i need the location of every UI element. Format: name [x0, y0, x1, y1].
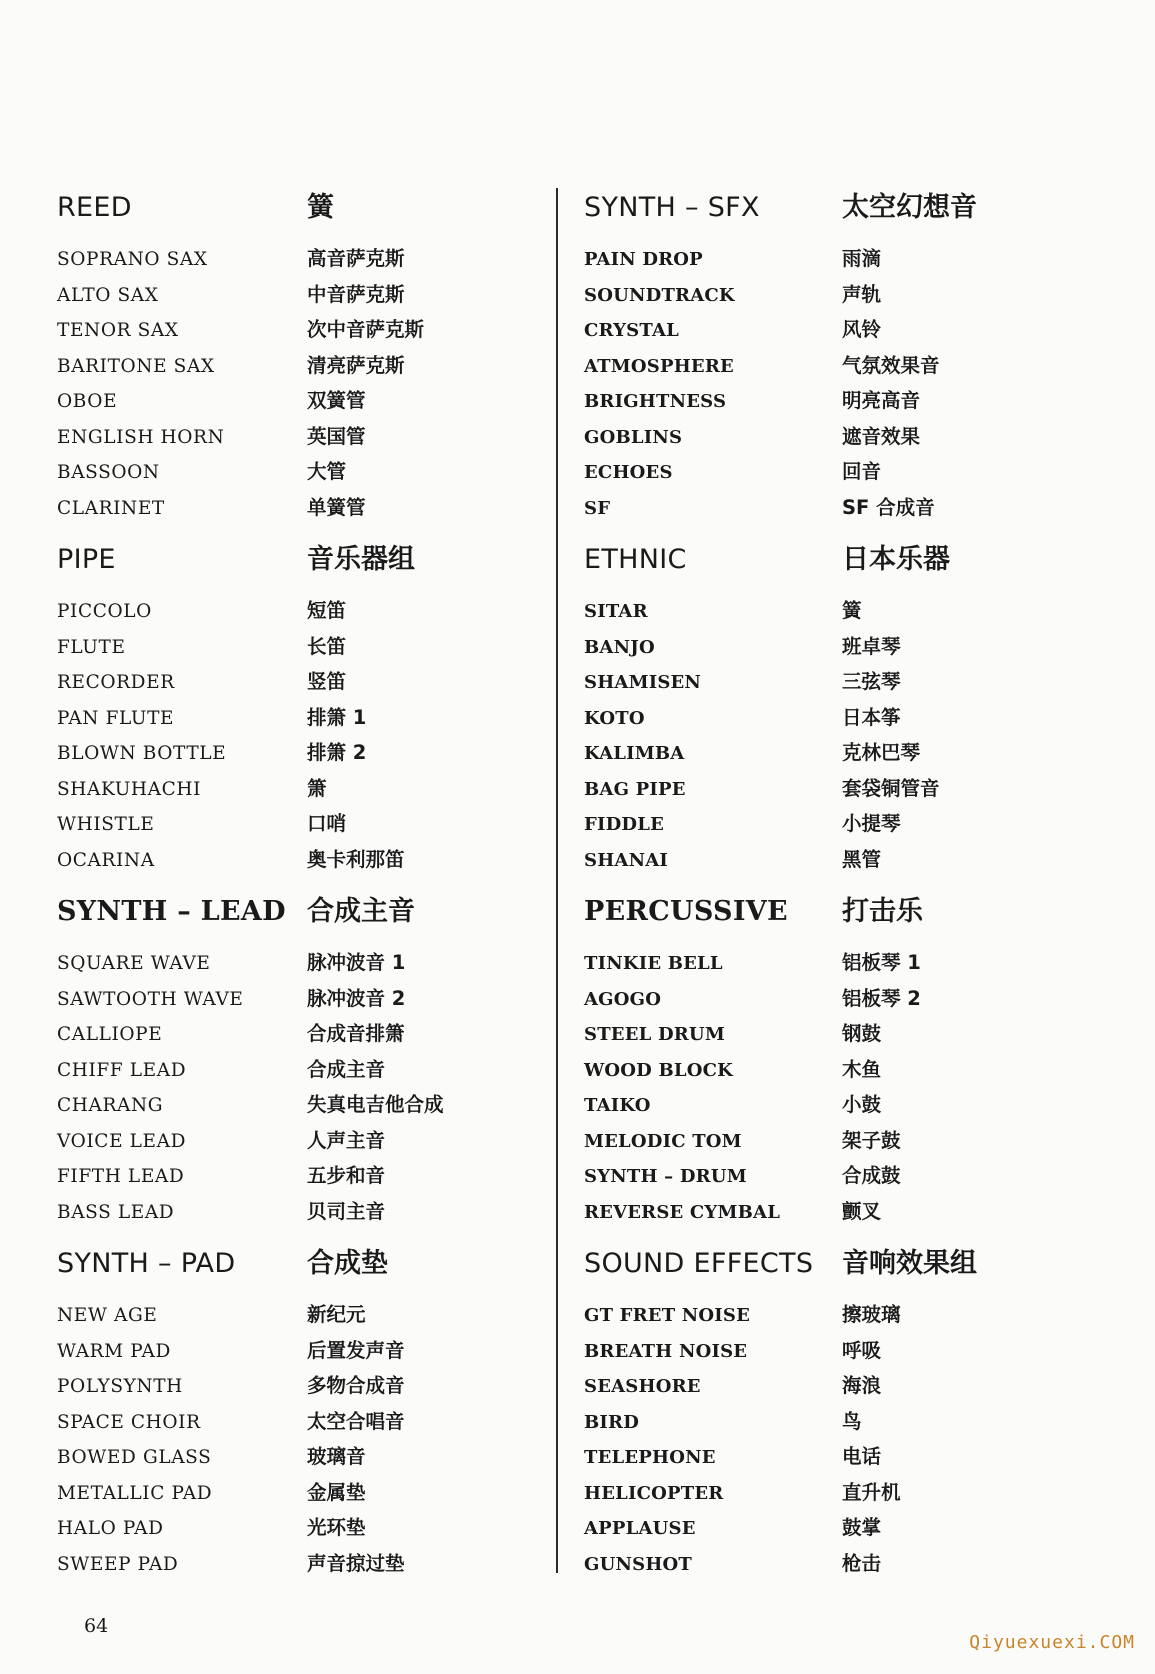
section-title-en: REED [57, 192, 132, 223]
instrument-name-en: BREATH NOISE [584, 1340, 748, 1362]
section-title-zh: 音乐器组 [307, 544, 415, 575]
section-percussive [584, 889, 1104, 1241]
list-item [584, 243, 1104, 279]
list-item [584, 421, 1104, 457]
instrument-name-zh: 光环垫 [307, 1516, 366, 1539]
instrument-name-en: TAIKO [584, 1095, 651, 1116]
instrument-name-en: OCARINA [57, 849, 155, 871]
instrument-name-en: STEEL DRUM [584, 1024, 725, 1045]
list-item [57, 1512, 557, 1548]
instrument-name-zh: 三弦琴 [842, 670, 901, 693]
instrument-name-zh: SF 合成音 [842, 495, 935, 519]
instrument-name-en: BIRD [584, 1411, 640, 1433]
instrument-name-en: BAG PIPE [584, 778, 686, 800]
list-item [584, 1548, 1104, 1584]
instrument-name-en: REVERSE CYMBAL [584, 1201, 781, 1223]
instrument-name-zh: 金属垫 [307, 1480, 366, 1504]
list-item [57, 492, 557, 528]
left-column [57, 185, 557, 1593]
instrument-name-zh: 人声主音 [307, 1128, 386, 1152]
list-item [584, 1054, 1104, 1090]
page-number: 64 [84, 1615, 109, 1637]
watermark-text: Qiyuexuexi.COM [969, 1632, 1135, 1653]
instrument-name-en: SQUARE WAVE [57, 953, 211, 974]
instrument-name-zh: 直升机 [842, 1480, 901, 1504]
instrument-name-zh: 明亮高音 [842, 389, 921, 412]
list-item [584, 350, 1104, 386]
list-item [57, 1089, 557, 1125]
instrument-name-zh: 中音萨克斯 [307, 282, 405, 306]
instrument-name-zh: 口哨 [307, 812, 347, 835]
instrument-name-en: SHAMISEN [584, 672, 702, 693]
instrument-name-zh: 新纪元 [307, 1303, 366, 1326]
list-item [584, 1406, 1104, 1442]
instrument-name-en: SWEEP PAD [57, 1553, 179, 1575]
instrument-name-zh: 气氛效果音 [842, 353, 940, 377]
instrument-name-zh: 擦玻璃 [842, 1303, 901, 1326]
section-title-en: SOUND EFFECTS [584, 1248, 814, 1279]
instrument-name-zh: 声轨 [842, 282, 882, 306]
instrument-name-zh: 簧 [842, 599, 862, 622]
list-item [57, 773, 557, 809]
list-item [57, 947, 557, 983]
instrument-name-en: BRIGHTNESS [584, 391, 727, 412]
instrument-name-zh: 排箫 1 [307, 705, 367, 729]
instrument-name-zh: 枪击 [842, 1551, 882, 1575]
instrument-name-zh: 风铃 [842, 318, 882, 341]
instrument-name-en: VOICE LEAD [57, 1130, 187, 1152]
list-item [584, 702, 1104, 738]
section-title-zh: 音响效果组 [842, 1248, 977, 1279]
section-reed [57, 185, 557, 537]
list-item [57, 1406, 557, 1442]
instrument-name-en: SITAR [584, 601, 648, 622]
instrument-name-zh: 双簧管 [307, 389, 366, 412]
list-item [584, 1441, 1104, 1477]
column-divider [556, 188, 558, 1573]
instrument-name-en: WHISTLE [57, 814, 155, 835]
list-item [584, 314, 1104, 350]
instrument-name-zh: 竖笛 [307, 670, 347, 693]
instrument-name-en: SF [584, 497, 611, 519]
list-item [584, 844, 1104, 880]
instrument-name-zh: 清亮萨克斯 [307, 353, 405, 377]
list-item [584, 385, 1104, 421]
list-item [57, 1370, 557, 1406]
instrument-name-en: SEASHORE [584, 1376, 701, 1397]
instrument-name-zh: 高音萨克斯 [307, 247, 405, 270]
list-item [57, 350, 557, 386]
instrument-name-zh: 木鱼 [842, 1057, 882, 1081]
section-synth-pad [57, 1241, 557, 1593]
section-title-zh: 太空幻想音 [842, 192, 977, 223]
list-item [584, 1018, 1104, 1054]
list-item [584, 1477, 1104, 1513]
instrument-name-zh: 脉冲波音 2 [307, 986, 406, 1010]
instrument-name-en: SHANAI [584, 849, 669, 871]
section-title-en: SYNTH – PAD [57, 1248, 236, 1279]
list-item [57, 385, 557, 421]
instrument-name-zh: 短笛 [307, 599, 347, 622]
instrument-name-zh: 电话 [842, 1445, 882, 1468]
list-item [57, 421, 557, 457]
section-pipe [57, 537, 557, 889]
instrument-name-zh: 玻璃音 [307, 1445, 366, 1468]
instrument-name-en: GOBLINS [584, 426, 683, 448]
instrument-name-zh: 合成音排箫 [307, 1022, 405, 1045]
instrument-name-en: SAWTOOTH WAVE [57, 988, 244, 1010]
list-item [57, 1548, 557, 1584]
list-item [584, 1335, 1104, 1371]
list-item [584, 983, 1104, 1019]
list-item [584, 737, 1104, 773]
instrument-name-zh: 钢鼓 [842, 1022, 882, 1045]
instrument-name-en: PAIN DROP [584, 249, 703, 270]
instrument-name-en: CALLIOPE [57, 1024, 163, 1045]
instrument-name-en: OBOE [57, 391, 118, 412]
instrument-name-zh: 太空合唱音 [307, 1409, 405, 1433]
instrument-name-en: METALLIC PAD [57, 1482, 213, 1504]
list-item [584, 279, 1104, 315]
instrument-name-zh: 铝板琴 2 [842, 986, 921, 1010]
section-header [584, 889, 1104, 947]
list-item [57, 1196, 557, 1232]
instrument-name-zh: 长笛 [307, 634, 347, 658]
instrument-name-zh: 海浪 [842, 1374, 882, 1397]
instrument-name-zh: 多物合成音 [307, 1374, 405, 1397]
section-synth-sfx [584, 185, 1104, 537]
section-header [57, 185, 557, 243]
list-item [57, 737, 557, 773]
section-title-zh: 打击乐 [842, 896, 923, 927]
list-item [584, 1299, 1104, 1335]
section-header [584, 537, 1104, 595]
instrument-name-zh: 日本筝 [842, 705, 901, 729]
instrument-name-en: KOTO [584, 707, 645, 729]
list-item [584, 1160, 1104, 1196]
list-item [584, 1125, 1104, 1161]
instrument-name-en: PICCOLO [57, 601, 152, 622]
section-title-en: SYNTH – SFX [584, 192, 760, 223]
instrument-name-zh: 五步和音 [307, 1164, 386, 1187]
list-item [584, 1089, 1104, 1125]
instrument-name-en: TELEPHONE [584, 1447, 716, 1468]
instrument-name-zh: 架子鼓 [842, 1128, 901, 1152]
list-item [57, 983, 557, 1019]
section-sound-effects [584, 1241, 1104, 1593]
instrument-name-zh: 合成主音 [307, 1057, 386, 1081]
instrument-name-zh: 英国管 [307, 424, 366, 448]
list-item [57, 808, 557, 844]
instrument-name-en: GUNSHOT [584, 1553, 693, 1575]
right-column [584, 185, 1104, 1593]
instrument-name-zh: 箫 [307, 776, 327, 800]
section-title-zh: 合成垫 [307, 1248, 388, 1279]
section-title-en: PIPE [57, 544, 116, 575]
instrument-name-en: FLUTE [57, 636, 126, 658]
instrument-name-en: TINKIE BELL [584, 953, 723, 974]
list-item [57, 279, 557, 315]
instrument-name-zh: 套袋铜管音 [842, 776, 940, 800]
instrument-name-en: SHAKUHACHI [57, 778, 202, 800]
instrument-name-zh: 大管 [307, 460, 347, 483]
list-item [57, 314, 557, 350]
instrument-name-zh: 回音 [842, 460, 882, 483]
section-title-en: SYNTH – LEAD [57, 896, 286, 927]
list-item [57, 1299, 557, 1335]
instrument-name-en: FIFTH LEAD [57, 1166, 185, 1187]
list-item [57, 595, 557, 631]
instrument-name-zh: 后置发声音 [307, 1338, 405, 1362]
instrument-name-en: ALTO SAX [57, 284, 159, 306]
section-title-zh: 日本乐器 [842, 544, 950, 575]
section-header [57, 889, 557, 947]
instrument-name-en: BLOWN BOTTLE [57, 743, 227, 764]
instrument-name-zh: 奥卡利那笛 [307, 847, 405, 871]
list-item [584, 1512, 1104, 1548]
instrument-name-zh: 克林巴琴 [842, 741, 921, 764]
instrument-name-zh: 小鼓 [842, 1093, 882, 1116]
section-header [57, 1241, 557, 1299]
instrument-name-zh: 单簧管 [307, 495, 366, 519]
list-item [584, 1196, 1104, 1232]
instrument-name-en: FIDDLE [584, 814, 664, 835]
instrument-name-en: APPLAUSE [584, 1518, 696, 1539]
instrument-name-en: KALIMBA [584, 743, 685, 764]
instrument-name-zh: 小提琴 [842, 812, 901, 835]
instrument-name-en: CHARANG [57, 1095, 164, 1116]
list-item [57, 243, 557, 279]
instrument-name-zh: 颤叉 [842, 1199, 882, 1223]
instrument-name-en: ATMOSPHERE [584, 355, 734, 377]
instrument-name-en: GT FRET NOISE [584, 1305, 751, 1326]
instrument-name-zh: 声音掠过垫 [307, 1551, 405, 1575]
list-item [57, 1160, 557, 1196]
instrument-name-en: BOWED GLASS [57, 1447, 212, 1468]
instrument-name-en: BANJO [584, 636, 655, 658]
list-item [57, 631, 557, 667]
instrument-name-en: NEW AGE [57, 1305, 158, 1326]
instrument-name-en: CLARINET [57, 497, 165, 519]
instrument-name-en: AGOGO [584, 988, 662, 1010]
instrument-name-zh: 失真电吉他合成 [307, 1093, 444, 1116]
instrument-name-zh: 呼吸 [842, 1338, 882, 1362]
list-item [57, 844, 557, 880]
instrument-name-en: TENOR SAX [57, 320, 179, 341]
instrument-name-en: WARM PAD [57, 1340, 171, 1362]
instrument-name-en: CRYSTAL [584, 320, 680, 341]
list-item [57, 666, 557, 702]
instrument-name-zh: 班卓琴 [842, 634, 901, 658]
list-item [584, 492, 1104, 528]
instrument-name-en: HELICOPTER [584, 1482, 724, 1504]
list-item [584, 808, 1104, 844]
section-title-en: PERCUSSIVE [584, 896, 788, 927]
instrument-name-zh: 鼓掌 [842, 1516, 882, 1539]
list-item [57, 1125, 557, 1161]
instrument-name-zh: 排箫 2 [307, 741, 367, 764]
instrument-name-zh: 雨滴 [842, 247, 882, 270]
list-item [584, 595, 1104, 631]
list-item [57, 1335, 557, 1371]
section-header [584, 185, 1104, 243]
instrument-name-en: SOUNDTRACK [584, 284, 735, 306]
instrument-name-en: RECORDER [57, 672, 175, 693]
instrument-name-zh: 黑管 [842, 847, 882, 871]
instrument-name-en: ENGLISH HORN [57, 426, 225, 448]
instrument-name-en: WOOD BLOCK [584, 1059, 733, 1081]
section-title-en: ETHNIC [584, 544, 687, 575]
section-header [584, 1241, 1104, 1299]
instrument-name-zh: 铝板琴 1 [842, 951, 921, 974]
list-item [584, 1370, 1104, 1406]
instrument-name-en: BASS LEAD [57, 1201, 175, 1223]
instrument-name-en: MELODIC TOM [584, 1130, 742, 1152]
instrument-name-en: POLYSYNTH [57, 1376, 183, 1397]
section-title-zh: 合成主音 [307, 896, 415, 927]
instrument-name-zh: 合成鼓 [842, 1164, 901, 1187]
list-item [57, 1477, 557, 1513]
list-item [584, 631, 1104, 667]
section-synth-lead [57, 889, 557, 1241]
instrument-name-en: SOPRANO SAX [57, 249, 208, 270]
list-item [57, 702, 557, 738]
list-item [584, 947, 1104, 983]
instrument-name-en: CHIFF LEAD [57, 1059, 187, 1081]
section-title-zh: 簧 [307, 192, 334, 223]
section-ethnic [584, 537, 1104, 889]
list-item [584, 666, 1104, 702]
list-item [584, 773, 1104, 809]
instrument-name-zh: 脉冲波音 1 [307, 951, 406, 974]
instrument-name-en: BASSOON [57, 462, 160, 483]
instrument-name-en: SPACE CHOIR [57, 1411, 201, 1433]
list-item [57, 1018, 557, 1054]
instrument-name-en: ECHOES [584, 462, 673, 483]
section-header [57, 537, 557, 595]
instrument-name-en: BARITONE SAX [57, 355, 215, 377]
instrument-name-zh: 贝司主音 [307, 1199, 386, 1223]
instrument-name-en: SYNTH – DRUM [584, 1166, 747, 1187]
instrument-name-zh: 遮音效果 [842, 424, 921, 448]
instrument-name-en: PAN FLUTE [57, 707, 175, 729]
instrument-name-en: HALO PAD [57, 1518, 164, 1539]
list-item [57, 1441, 557, 1477]
instrument-name-zh: 次中音萨克斯 [307, 318, 425, 341]
instrument-name-zh: 鸟 [842, 1409, 862, 1433]
list-item [584, 456, 1104, 492]
list-item [57, 456, 557, 492]
list-item [57, 1054, 557, 1090]
